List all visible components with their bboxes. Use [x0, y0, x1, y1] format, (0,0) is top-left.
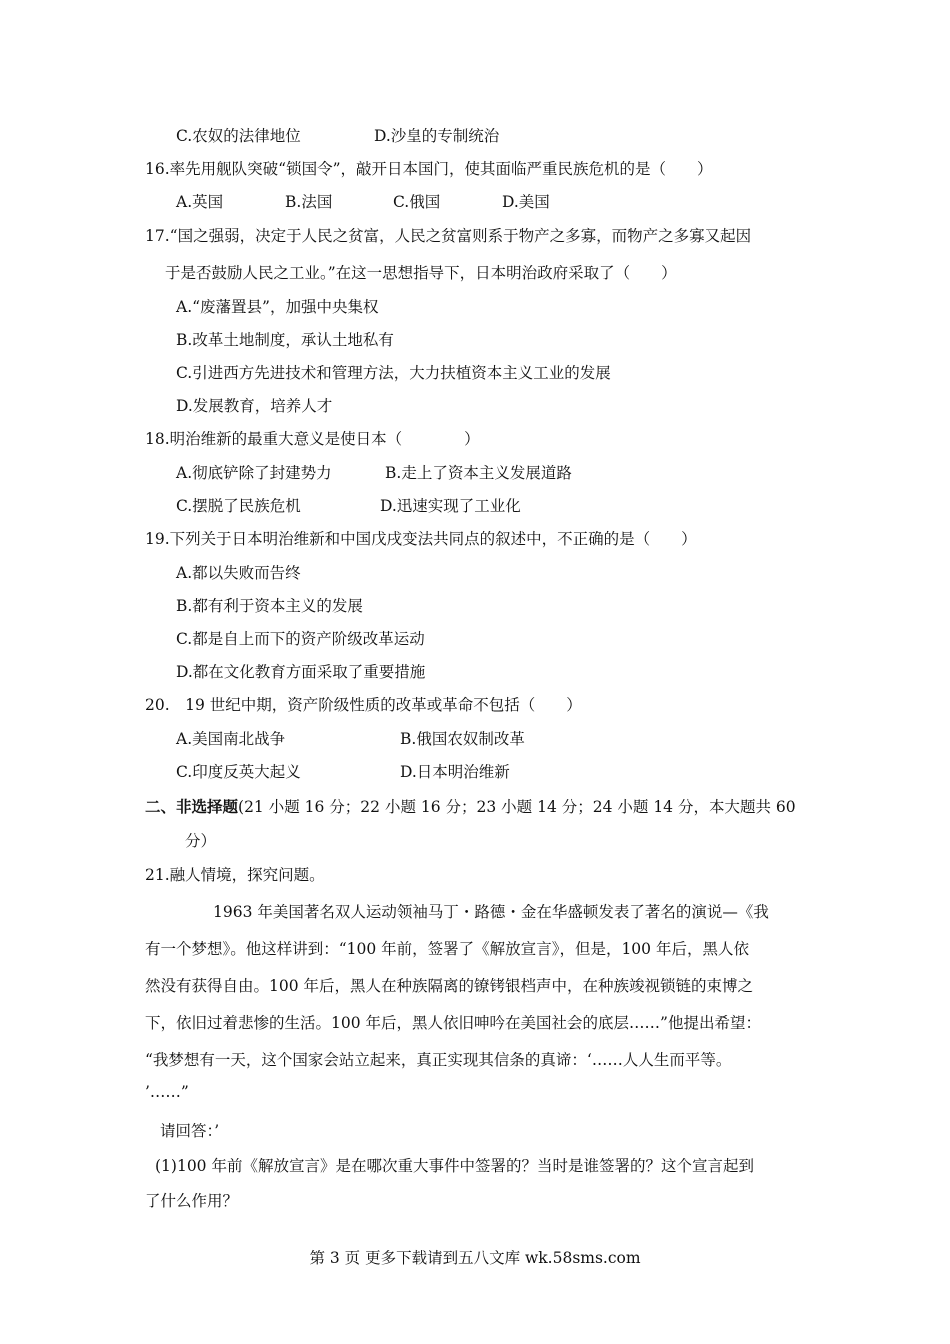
- section2-heading: [145, 796, 796, 818]
- section2-desc: (21 小题 16 分；22 小题 16 分；23 小题 14 分；24 小题 14 分，本大题共 60: [238, 798, 796, 816]
- q21-ask: 请回答：’: [160, 1122, 220, 1140]
- q17-option-d: D.发展教育，培养人才: [176, 397, 333, 415]
- q21-sub1-line1: (1)100 年前《解放宣言》是在哪次重大事件中签署的？当时是谁签署的？这个宣言起到: [155, 1157, 754, 1175]
- q16-stem: 16.率先用舰队突破“锁国令”，敲开日本国门，使其面临严重民族危机的是（ ）: [145, 160, 713, 178]
- q19-option-a: A.都以失败而告终: [176, 564, 301, 582]
- page-footer: 第 3 页 更多下载请到五八文库 wk.58sms.com: [309, 1249, 641, 1267]
- q18-option-d: D.迅速实现了工业化: [380, 497, 521, 515]
- q21-stem: 21.融人情境，探究问题。: [145, 866, 325, 884]
- q15-option-c: C.农奴的法律地位: [176, 127, 301, 145]
- q15-option-d: D.沙皇的专制统治: [374, 127, 500, 145]
- section2-title: 二、非选择题: [145, 797, 239, 816]
- q21-passage-line1: 1963 年美国著名双人运动领袖马丁・路德・金在华盛顿发表了著名的演说—《我: [213, 903, 769, 921]
- q17-stem-line2: 于是否鼓励人民之工业。”在这一思想指导下，日本明治政府采取了（ ）: [165, 264, 677, 282]
- q19-stem: 19.下列关于日本明治维新和中国戊戌变法共同点的叙述中，不正确的是（ ）: [145, 530, 697, 548]
- q17-option-b: B.改革土地制度，承认土地私有: [176, 331, 394, 349]
- q18-option-c: C.摆脱了民族危机: [176, 497, 301, 515]
- q21-sub1-line2: 了什么作用？: [145, 1192, 239, 1210]
- q17-option-c: C.引进西方先进技术和管理方法，大力扶植资本主义工业的发展: [176, 364, 611, 382]
- q20-option-a: A.美国南北战争: [176, 730, 286, 748]
- q16-option-c: C.俄国: [393, 193, 441, 211]
- q21-passage-line6: ’……”: [145, 1083, 189, 1101]
- q17-option-a: A.“废藩置县”，加强中央集权: [176, 298, 379, 316]
- q18-option-b: B.走上了资本主义发展道路: [385, 464, 572, 482]
- q21-passage-line5: “我梦想有一天，这个国家会站立起来，真正实现其信条的真谛：‘……人人生而平等。: [145, 1051, 732, 1069]
- q21-passage-line3: 然没有获得自由。100 年后，黑人在种族隔离的镣铐银档声中，在种族竣视锁链的束博之: [145, 977, 754, 995]
- q18-option-a: A.彻底铲除了封建势力: [176, 464, 332, 482]
- q21-passage-line2: 有一个梦想》。他这样讲到：“100 年前，签署了《解放宣言》，但是，100 年后，黑人依: [145, 940, 749, 958]
- q16-option-b: B.法国: [285, 193, 333, 211]
- q20-option-b: B.俄国农奴制改革: [400, 730, 525, 748]
- q17-stem-line1: 17.“国之强弱，决定于人民之贫富，人民之贫富则系于物产之多寡，而物产之多寡又起因: [145, 227, 752, 245]
- q16-option-a: A.英国: [176, 193, 224, 211]
- q19-option-d: D.都在文化教育方面采取了重要措施: [176, 663, 426, 681]
- q19-option-b: B.都有利于资本主义的发展: [176, 597, 363, 615]
- section2-desc-cont: 分）: [185, 832, 217, 850]
- q16-option-d: D.美国: [502, 193, 550, 211]
- q20-stem: 20. 19 世纪中期，资产阶级性质的改革或革命不包括（ ）: [145, 696, 582, 714]
- q20-option-c: C.印度反英大起义: [176, 763, 301, 781]
- q20-option-d: D.日本明治维新: [400, 763, 510, 781]
- q18-stem: 18.明治维新的最重大意义是使日本（ ）: [145, 430, 480, 448]
- q21-passage-line4: 下，依旧过着悲惨的生活。100 年后，黑人依旧呻吟在美国社会的底层……”他提出希望：: [145, 1014, 761, 1032]
- q19-option-c: C.都是自上而下的资产阶级改革运动: [176, 630, 425, 648]
